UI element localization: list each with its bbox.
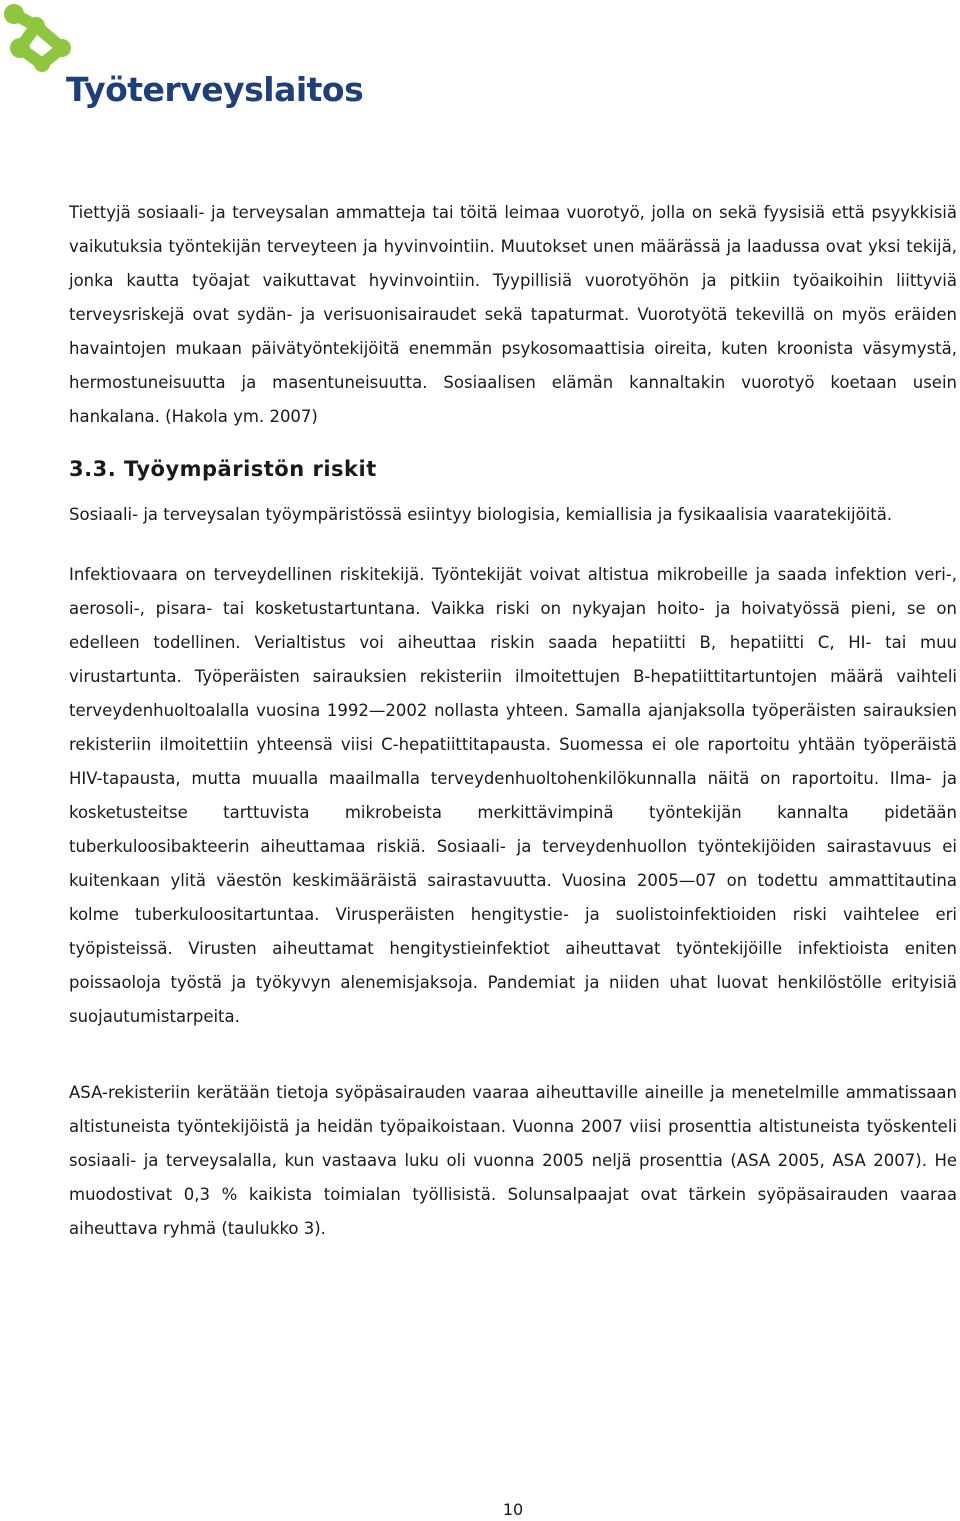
page-number: 10	[502, 1500, 524, 1519]
section-heading: 3.3. Työympäristön riskit	[69, 457, 377, 481]
document-body	[69, 196, 957, 1246]
paragraph-hazards: Sosiaali- ja terveysalan työympäristössä esiintyy biologisia, kemiallisia ja fysikaalisia vaaratekijöitä.	[69, 505, 893, 524]
logo-text: Työterveyslaitos	[66, 70, 364, 109]
paragraph-shift-work: Tiettyjä sosiaali- ja terveysalan ammatteja tai töitä leimaa vuorotyö, jolla on sekä fyysisiä että psyykkisiä vaikutuksia työntekijän terveyteen ja hyvinvointiin. Muutokset unen määrässä ja laadussa ovat yksi tekijä, jonka kautta työajat vaikuttavat hyvinvointiin. Tyypillisiä vuorotyöhön ja pitkiin työaikoihin liittyviä terveysriskejä ovat sydän- ja verisuonisairaudet sekä tapaturmat. Vuorotyötä tekevillä on myös eräiden havaintojen mukaan päivätyöntekijöitä enemmän psykosomaattisia oireita, kuten kroonista väsymystä, hermostuneisuutta ja masentuneisuutta. Sosiaalisen elämän kannaltakin vuorotyö koetaan usein hankalana. (Hakola ym. 2007)	[69, 203, 957, 426]
logo	[0, 0, 364, 120]
paragraph-infections: Infektiovaara on terveydellinen riskitekijä. Työntekijät voivat altistua mikrobeille ja saada infektion veri-, aerosoli-, pisara- tai kosketustartuntana. Vaikka riski on nykyajan hoito- ja hoivatyössä pieni, se on edelleen todellinen. Verialtistus voi aiheuttaa riskin saada hepatiitti B, hepatiitti C, HI- tai muu virustartunta. Työperäisten sairauksien rekisteriin ilmoitettujen B-hepatiittitartuntojen määrä vaihteli terveydenhuoltoalalla vuosina 1992—2002 nollasta yhteen. Samalla ajanjaksolla työperäisten sairauksien rekisteriin ilmoitettiin yhteensä viisi C-hepatiittitapausta. Suomessa ei ole raportoitu yhtään työperäistä HIV-tapausta, mutta muualla maailmalla terveydenhuoltohenkilökunnalla näitä on raportoitu. Ilma- ja kosketusteitse tarttuvista mikrobeista merkittävimpinä työntekijän kannalta pidetään tuberkuloosibakteerin aiheuttamaa riskiä. Sosiaali- ja terveydenhuollon työntekijöiden sairastavuus ei kuitenkaan ylitä väestön keskimääräistä sairastavuutta. Vuosina 2005—07 on todettu ammattitautina kolme tuberkuloositartuntaa. Virusperäisten hengitystie- ja suolistoinfektioiden riski vaihtelee eri työpisteissä. Virusten aiheuttamat hengitystieinfektiot aiheuttavat työntekijöille infektioista eniten poissaoloja työstä ja työkyvyn alenemisjaksoja. Pandemiat ja niiden uhat luovat henkilöstölle erityisiä suojautumistarpeita.	[69, 565, 957, 1026]
logo-mark-icon	[0, 0, 90, 80]
paragraph-asa-register: ASA-rekisteriin kerätään tietoja syöpäsairauden vaaraa aiheuttaville aineille ja menetelmille ammatissaan altistuneista työntekijöistä ja heidän työpaikoistaan. Vuonna 2007 viisi prosenttia altistuneista työskenteli sosiaali- ja terveysalalla, kun vastaava luku oli vuonna 2005 neljä prosenttia (ASA 2005, ASA 2007). He muodostivat 0,3 % kaikista toimialan työllisistä. Solunsalpaajat ovat tärkein syöpäsairauden vaaraa aiheuttava ryhmä (taulukko 3).	[69, 1083, 957, 1238]
